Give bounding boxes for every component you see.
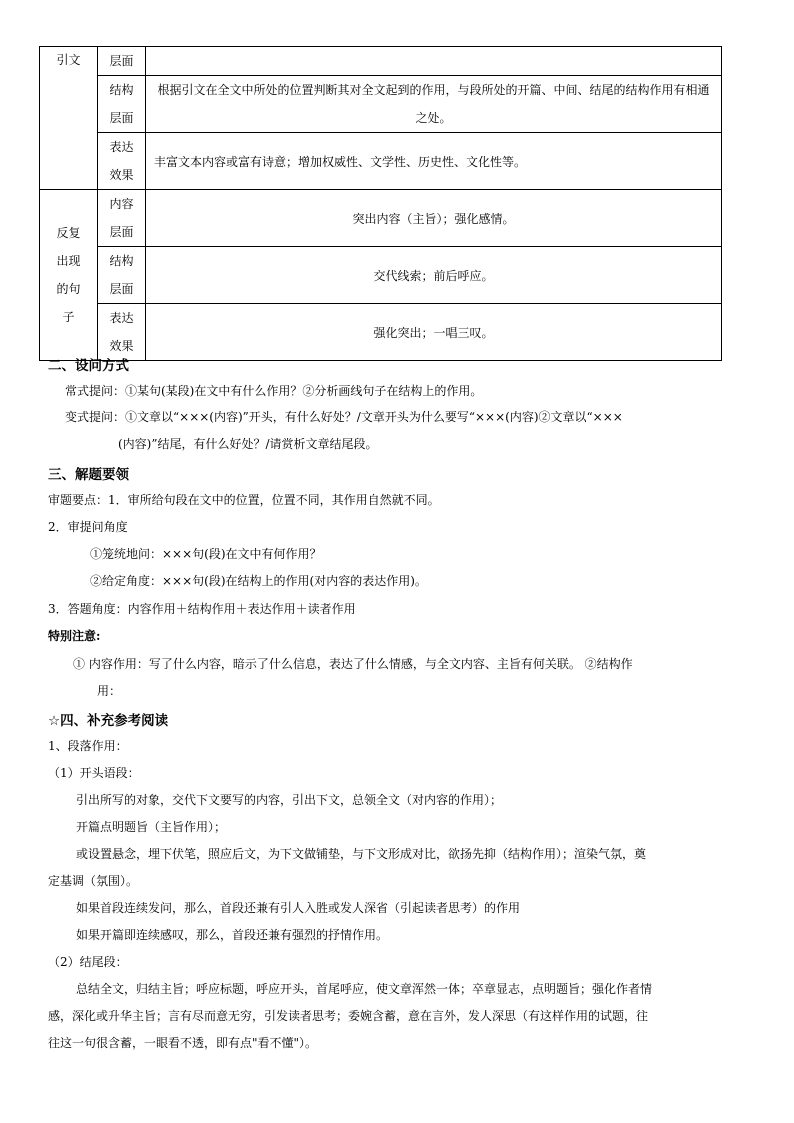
paragraph: 用： xyxy=(97,684,122,698)
paragraph: 1、段落作用： xyxy=(48,739,128,753)
paragraph: 2．审提问角度 xyxy=(48,520,128,534)
paragraph: (内容)”结尾，有什么好处？/请赏析文章结尾段。 xyxy=(118,437,378,451)
sub-label: 表达 效果 xyxy=(98,133,146,190)
paragraph: 变式提问：①文章以“×××(内容)”开头，有什么好处？/文章开头为什么要写“×××(内容)②文章以“××× xyxy=(65,410,623,424)
paragraph: 如果首段连续发问，那么，首段还兼有引人入胜或发人深省（引起读者思考）的作用 xyxy=(76,901,521,915)
sub-label: 结构 层面 xyxy=(98,247,146,304)
sub-label: 表达 效果 xyxy=(98,304,146,361)
desc-cell: 突出内容（主旨）；强化感情。 xyxy=(146,190,722,247)
paragraph: 定基调（氛围）。 xyxy=(48,874,139,888)
section-heading: 二、设问方式 xyxy=(48,358,129,374)
desc-cell xyxy=(146,47,722,76)
desc-cell: 交代线索；前后呼应。 xyxy=(146,247,722,304)
sub-label: 结构 层面 xyxy=(98,76,146,133)
paragraph: 常式提问：①某句(某段)在文中有什么作用？②分析画线句子在结构上的作用。 xyxy=(65,384,483,398)
paragraph: ②给定角度：×××句(段)在结构上的作用(对内容的表达作用)。 xyxy=(90,574,427,588)
paragraph: 审题要点：1．审所给句段在文中的位置，位置不同，其作用自然就不同。 xyxy=(48,493,440,507)
function-table xyxy=(39,46,722,361)
sub-label: 层面 xyxy=(98,47,146,76)
sub-label: 内容 层面 xyxy=(98,190,146,247)
paragraph: ①笼统地问：×××句(段)在文中有何作用？ xyxy=(90,547,322,561)
desc-cell: 丰富文本内容或富有诗意；增加权威性、文学性、历史性、文化性等。 xyxy=(146,133,722,190)
paragraph: 或设置悬念，埋下伏笔，照应后文，为下文做铺垫，与下文形成对比，欲扬先抑（结构作用）；渲染气氛，奠 xyxy=(76,847,647,861)
paragraph: （2）结尾段： xyxy=(48,955,128,969)
note-label: 特别注意: xyxy=(48,629,101,643)
desc-cell: 根据引文在全文中所处的位置判断其对全文起到的作用，与段所处的开篇、中间、结尾的结构作用有相通之处。 xyxy=(146,76,722,133)
group-label-repeat: 反复 出现 的句 子 xyxy=(40,190,98,361)
paragraph: （1）开头语段： xyxy=(48,766,140,780)
paragraph: 开篇点明题旨（主旨作用）； xyxy=(76,820,227,834)
paragraph: 3．答题角度：内容作用＋结构作用＋表达作用＋读者作用 xyxy=(48,602,356,616)
paragraph: 往这一句很含蓄，一眼看不透，即有点"看不懂"）。 xyxy=(48,1036,318,1050)
section-heading: 三、解题要领 xyxy=(48,467,129,483)
paragraph: 总结全文，归结主旨；呼应标题，呼应开头，首尾呼应，使文章浑然一体；卒章显志，点明题旨；强化作者情 xyxy=(76,982,653,996)
paragraph: ① 内容作用：写了什么内容，暗示了什么信息，表达了什么情感，与全文内容、主旨有何关联。 ②结构作 xyxy=(73,657,633,671)
paragraph: 如果开篇即连续感叹，那么，首段还兼有强烈的抒情作用。 xyxy=(76,928,389,942)
group-label-quote: 引文 xyxy=(40,47,98,190)
desc-cell: 强化突出；一唱三叹。 xyxy=(146,304,722,361)
section-heading: ☆四、补充参考阅读 xyxy=(48,713,169,729)
paragraph: 感，深化或升华主旨；言有尽而意无穷，引发读者思考；委婉含蓄，意在言外，发人深思（有这样作用的试题，往 xyxy=(48,1009,649,1023)
paragraph: 引出所写的对象，交代下文要写的内容，引出下文，总领全文（对内容的作用）； xyxy=(76,793,503,807)
